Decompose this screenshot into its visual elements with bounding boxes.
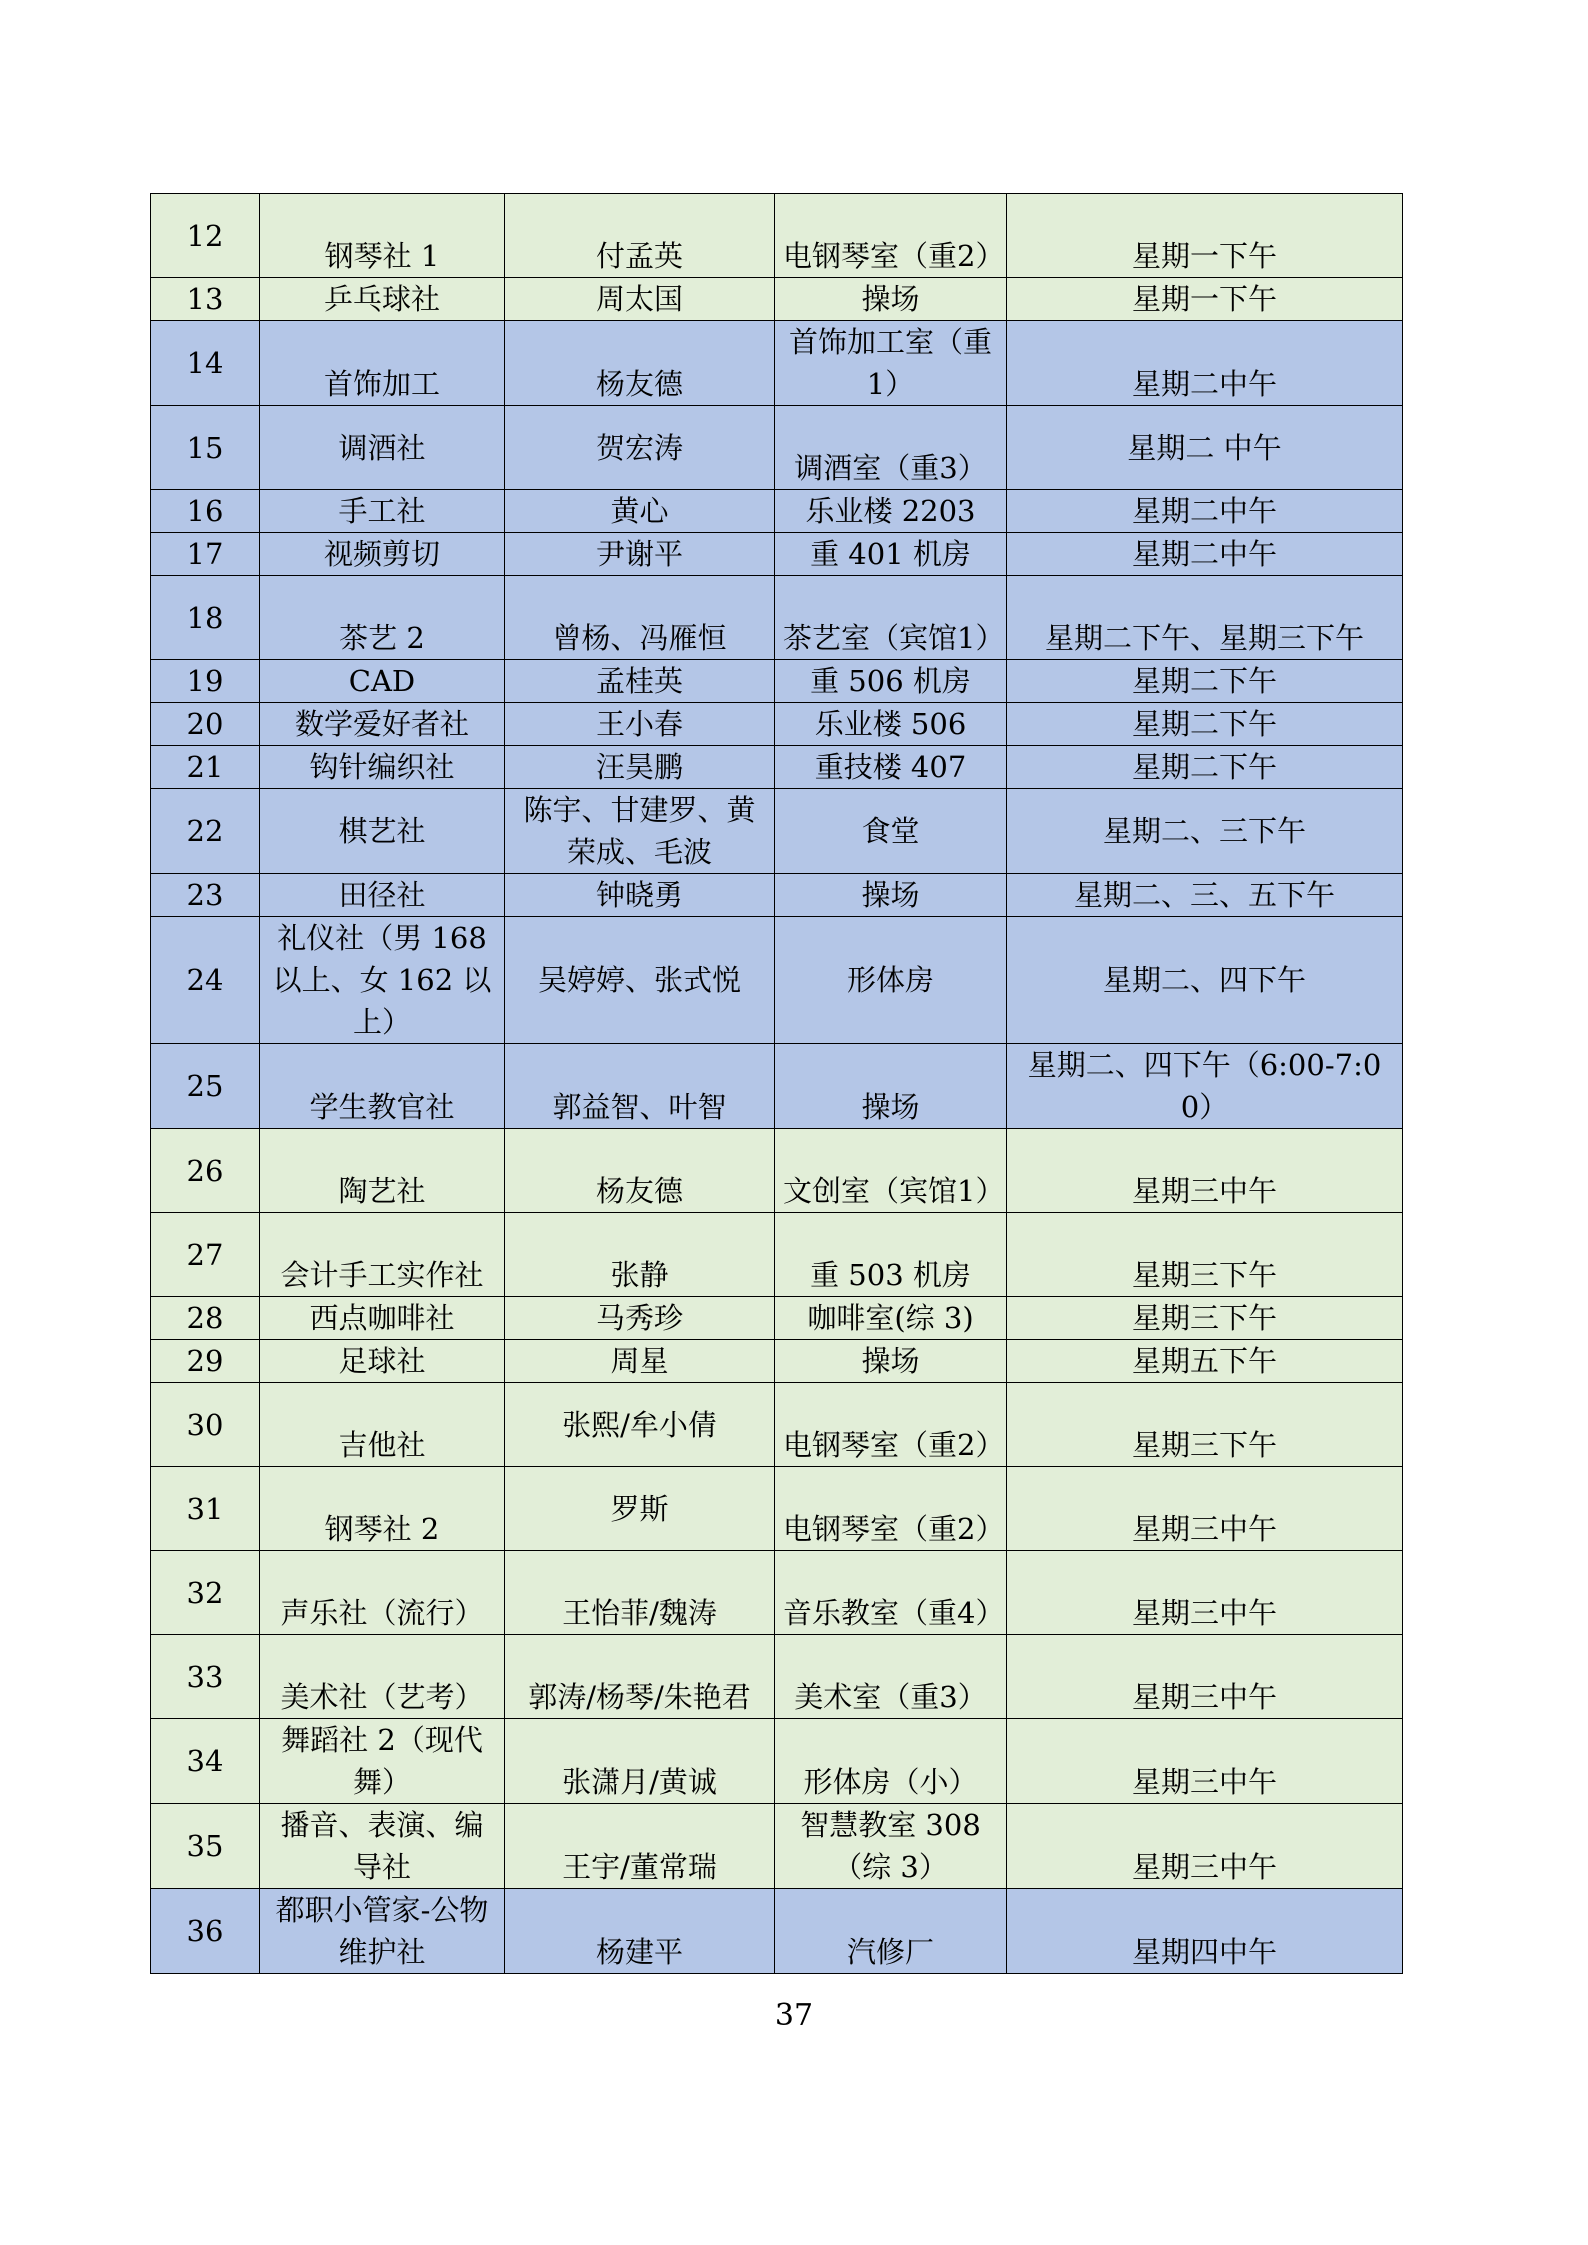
location-cell: 调酒室（重3） xyxy=(775,406,1007,490)
time-cell: 星期三中午 xyxy=(1007,1719,1403,1804)
location-cell: 操场 xyxy=(775,1340,1007,1383)
teacher-cell: 孟桂英 xyxy=(505,660,775,703)
location-cell: 电钢琴室（重2） xyxy=(775,194,1007,278)
row-number-cell: 25 xyxy=(151,1044,260,1129)
row-number-cell: 13 xyxy=(151,278,260,321)
teacher-cell: 尹谢平 xyxy=(505,533,775,576)
time-cell: 星期二中午 xyxy=(1007,490,1403,533)
row-number-cell: 26 xyxy=(151,1129,260,1213)
club-name-cell: CAD xyxy=(260,660,505,703)
location-cell: 操场 xyxy=(775,278,1007,321)
club-name-cell: 调酒社 xyxy=(260,406,505,490)
table-row xyxy=(151,1044,1403,1129)
time-cell: 星期二下午、星期三下午 xyxy=(1007,576,1403,660)
club-name-cell: 钩针编织社 xyxy=(260,746,505,789)
row-number-cell: 21 xyxy=(151,746,260,789)
club-name-cell: 手工社 xyxy=(260,490,505,533)
club-name-cell: 陶艺社 xyxy=(260,1129,505,1213)
table-body xyxy=(151,194,1403,1974)
row-number-cell: 24 xyxy=(151,917,260,1044)
location-cell: 乐业楼 506 xyxy=(775,703,1007,746)
club-name-cell: 视频剪切 xyxy=(260,533,505,576)
club-name-cell: 吉他社 xyxy=(260,1383,505,1467)
time-cell: 星期四中午 xyxy=(1007,1889,1403,1974)
row-number-cell: 17 xyxy=(151,533,260,576)
time-cell: 星期二中午 xyxy=(1007,321,1403,406)
club-name-cell: 会计手工实作社 xyxy=(260,1213,505,1297)
location-cell: 电钢琴室（重2） xyxy=(775,1383,1007,1467)
club-name-cell: 数学爱好者社 xyxy=(260,703,505,746)
time-cell: 星期二中午 xyxy=(1007,533,1403,576)
table-row xyxy=(151,194,1403,278)
table-row xyxy=(151,321,1403,406)
location-cell: 汽修厂 xyxy=(775,1889,1007,1974)
teacher-cell: 杨建平 xyxy=(505,1889,775,1974)
row-number-cell: 27 xyxy=(151,1213,260,1297)
table-row xyxy=(151,1719,1403,1804)
table-row xyxy=(151,1383,1403,1467)
location-cell: 重技楼 407 xyxy=(775,746,1007,789)
time-cell: 星期二 中午 xyxy=(1007,406,1403,490)
teacher-cell: 钟晓勇 xyxy=(505,874,775,917)
row-number-cell: 30 xyxy=(151,1383,260,1467)
table-row xyxy=(151,789,1403,874)
time-cell: 星期三中午 xyxy=(1007,1129,1403,1213)
club-name-cell: 礼仪社（男 168 以上、女 162 以上） xyxy=(260,917,505,1044)
table-row xyxy=(151,1889,1403,1974)
time-cell: 星期三中午 xyxy=(1007,1804,1403,1889)
row-number-cell: 36 xyxy=(151,1889,260,1974)
teacher-cell: 张潇月/黄诚 xyxy=(505,1719,775,1804)
teacher-cell: 郭涛/杨琴/朱艳君 xyxy=(505,1635,775,1719)
table-row xyxy=(151,1129,1403,1213)
club-name-cell: 足球社 xyxy=(260,1340,505,1383)
table-row xyxy=(151,278,1403,321)
row-number-cell: 29 xyxy=(151,1340,260,1383)
location-cell: 形体房 xyxy=(775,917,1007,1044)
location-cell: 文创室（宾馆1） xyxy=(775,1129,1007,1213)
row-number-cell: 32 xyxy=(151,1551,260,1635)
table-row xyxy=(151,1467,1403,1551)
row-number-cell: 35 xyxy=(151,1804,260,1889)
club-name-cell: 钢琴社 2 xyxy=(260,1467,505,1551)
club-schedule-table xyxy=(150,193,1403,1974)
location-cell: 操场 xyxy=(775,874,1007,917)
time-cell: 星期三中午 xyxy=(1007,1467,1403,1551)
location-cell: 重 506 机房 xyxy=(775,660,1007,703)
teacher-cell: 王宇/董常瑞 xyxy=(505,1804,775,1889)
table-row xyxy=(151,746,1403,789)
club-name-cell: 舞蹈社 2（现代舞） xyxy=(260,1719,505,1804)
table-row xyxy=(151,1635,1403,1719)
time-cell: 星期三中午 xyxy=(1007,1551,1403,1635)
teacher-cell: 张熙/牟小倩 xyxy=(505,1383,775,1467)
table-row xyxy=(151,1340,1403,1383)
location-cell: 咖啡室(综 3) xyxy=(775,1297,1007,1340)
time-cell: 星期二下午 xyxy=(1007,703,1403,746)
club-name-cell: 学生教官社 xyxy=(260,1044,505,1129)
club-name-cell: 美术社（艺考） xyxy=(260,1635,505,1719)
row-number-cell: 23 xyxy=(151,874,260,917)
row-number-cell: 16 xyxy=(151,490,260,533)
table-row xyxy=(151,917,1403,1044)
table-row xyxy=(151,1551,1403,1635)
table-row xyxy=(151,490,1403,533)
teacher-cell: 郭益智、叶智 xyxy=(505,1044,775,1129)
time-cell: 星期一下午 xyxy=(1007,194,1403,278)
row-number-cell: 33 xyxy=(151,1635,260,1719)
table-row xyxy=(151,533,1403,576)
teacher-cell: 罗斯 xyxy=(505,1467,775,1551)
row-number-cell: 19 xyxy=(151,660,260,703)
club-name-cell: 首饰加工 xyxy=(260,321,505,406)
teacher-cell: 陈宇、甘建罗、黄荣成、毛波 xyxy=(505,789,775,874)
location-cell: 重 401 机房 xyxy=(775,533,1007,576)
club-name-cell: 茶艺 2 xyxy=(260,576,505,660)
time-cell: 星期三下午 xyxy=(1007,1383,1403,1467)
club-name-cell: 都职小管家-公物维护社 xyxy=(260,1889,505,1974)
location-cell: 操场 xyxy=(775,1044,1007,1129)
teacher-cell: 杨友德 xyxy=(505,321,775,406)
table-row xyxy=(151,874,1403,917)
table-row xyxy=(151,703,1403,746)
row-number-cell: 31 xyxy=(151,1467,260,1551)
teacher-cell: 杨友德 xyxy=(505,1129,775,1213)
time-cell: 星期二、四下午（6:00-7:00） xyxy=(1007,1044,1403,1129)
teacher-cell: 贺宏涛 xyxy=(505,406,775,490)
teacher-cell: 马秀珍 xyxy=(505,1297,775,1340)
row-number-cell: 14 xyxy=(151,321,260,406)
table-row xyxy=(151,576,1403,660)
time-cell: 星期三中午 xyxy=(1007,1635,1403,1719)
teacher-cell: 张静 xyxy=(505,1213,775,1297)
location-cell: 电钢琴室（重2） xyxy=(775,1467,1007,1551)
teacher-cell: 吴婷婷、张式悦 xyxy=(505,917,775,1044)
row-number-cell: 22 xyxy=(151,789,260,874)
table-row xyxy=(151,1297,1403,1340)
row-number-cell: 12 xyxy=(151,194,260,278)
club-name-cell: 田径社 xyxy=(260,874,505,917)
teacher-cell: 周星 xyxy=(505,1340,775,1383)
club-name-cell: 乒乓球社 xyxy=(260,278,505,321)
club-name-cell: 钢琴社 1 xyxy=(260,194,505,278)
time-cell: 星期一下午 xyxy=(1007,278,1403,321)
location-cell: 美术室（重3） xyxy=(775,1635,1007,1719)
location-cell: 首饰加工室（重 1） xyxy=(775,321,1007,406)
time-cell: 星期二、三下午 xyxy=(1007,789,1403,874)
club-name-cell: 声乐社（流行） xyxy=(260,1551,505,1635)
table-row xyxy=(151,1804,1403,1889)
table-row xyxy=(151,660,1403,703)
time-cell: 星期三下午 xyxy=(1007,1213,1403,1297)
teacher-cell: 王小春 xyxy=(505,703,775,746)
teacher-cell: 王怡菲/魏涛 xyxy=(505,1551,775,1635)
row-number-cell: 15 xyxy=(151,406,260,490)
teacher-cell: 汪昊鹏 xyxy=(505,746,775,789)
location-cell: 形体房（小） xyxy=(775,1719,1007,1804)
location-cell: 食堂 xyxy=(775,789,1007,874)
time-cell: 星期二下午 xyxy=(1007,660,1403,703)
location-cell: 茶艺室（宾馆1） xyxy=(775,576,1007,660)
location-cell: 乐业楼 2203 xyxy=(775,490,1007,533)
row-number-cell: 34 xyxy=(151,1719,260,1804)
club-name-cell: 播音、表演、编导社 xyxy=(260,1804,505,1889)
row-number-cell: 28 xyxy=(151,1297,260,1340)
teacher-cell: 付孟英 xyxy=(505,194,775,278)
teacher-cell: 周太国 xyxy=(505,278,775,321)
table-row xyxy=(151,1213,1403,1297)
row-number-cell: 18 xyxy=(151,576,260,660)
time-cell: 星期二、四下午 xyxy=(1007,917,1403,1044)
time-cell: 星期二下午 xyxy=(1007,746,1403,789)
club-name-cell: 西点咖啡社 xyxy=(260,1297,505,1340)
time-cell: 星期二、三、五下午 xyxy=(1007,874,1403,917)
location-cell: 音乐教室（重4） xyxy=(775,1551,1007,1635)
time-cell: 星期五下午 xyxy=(1007,1340,1403,1383)
location-cell: 重 503 机房 xyxy=(775,1213,1007,1297)
teacher-cell: 黄心 xyxy=(505,490,775,533)
location-cell: 智慧教室 308（综 3） xyxy=(775,1804,1007,1889)
teacher-cell: 曾杨、冯雁恒 xyxy=(505,576,775,660)
table-row xyxy=(151,406,1403,490)
time-cell: 星期三下午 xyxy=(1007,1297,1403,1340)
club-name-cell: 棋艺社 xyxy=(260,789,505,874)
page-number: 37 xyxy=(774,1998,814,2033)
row-number-cell: 20 xyxy=(151,703,260,746)
